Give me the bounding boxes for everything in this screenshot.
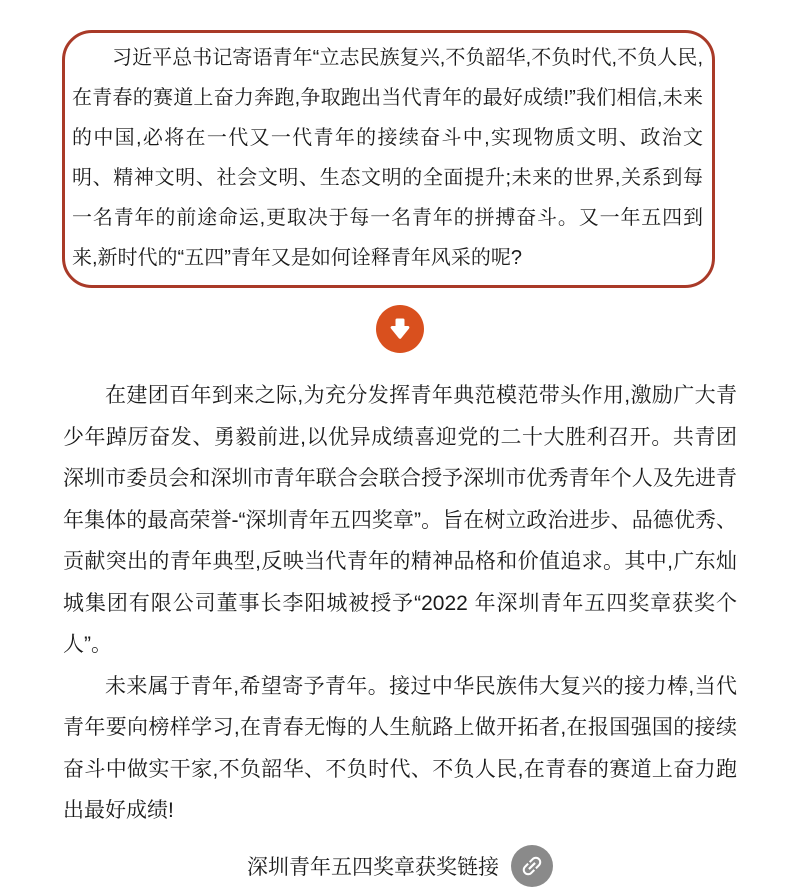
award-link[interactable] [0, 845, 800, 887]
paragraph-1: 在建团百年到来之际,为充分发挥青年典范模范带头作用,激励广大青少年踔厉奋发、勇毅前进,以优异成绩喜迎党的二十大胜利召开。共青团深圳市委员会和深圳市青年联合会联合授予深圳市优秀青年个人及先进青年集体的最高荣誉-“深圳青年五四奖章”。旨在树立政治进步、品德优秀、贡献突出的青年典型,反映当代青年的精神品格和价值追求。其中,广东灿城集团有限公司董事长李阳城被授予“2022 年深圳青年五四奖章获奖个人”。 [63, 384, 737, 656]
award-link-label[interactable]: 深圳青年五四奖章获奖链接 [247, 855, 499, 879]
quote-text: 习近平总书记寄语青年“立志民族复兴,不负韶华,不负时代,不负人民,在青春的赛道上奋力奔跑,争取跑出当代青年的最好成绩!”我们相信,未来的中国,必将在一代又一代青年的接续奋斗中,实现物质文明、政治文明、精神文明、社会文明、生态文明的全面提升;未来的世界,关系到每一名青年的前途命运,更取决于每一名青年的拼搏奋斗。又一年五四到来,新时代的“五四”青年又是如何诠释青年风采的呢? [72, 47, 703, 269]
link-icon[interactable] [511, 845, 553, 887]
article-body [63, 375, 737, 832]
arrow-row [0, 305, 800, 353]
paragraph-2: 未来属于青年,希望寄予青年。接过中华民族伟大复兴的接力棒,当代青年要向榜样学习,在青春无悔的人生航路上做开拓者,在报国强国的接续奋斗中做实干家,不负韶华、不负时代、不负人民,在青春的赛道上奋力跑出最好成绩! [63, 674, 737, 822]
down-arrow-icon [376, 305, 424, 353]
article-page [0, 30, 800, 879]
quote-box [62, 30, 715, 288]
